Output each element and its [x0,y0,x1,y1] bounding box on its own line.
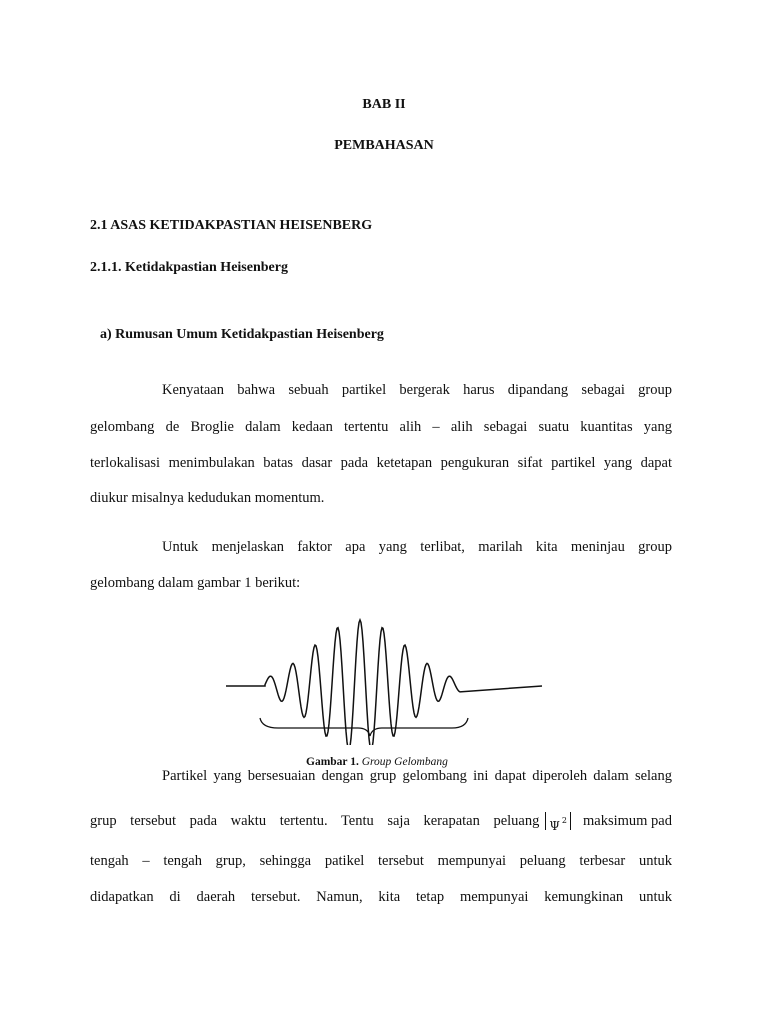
wave-packet-curve [226,620,542,745]
paragraph-2-line-1: Untuk menjelaskan faktor apa yang terlibat, marilah kita meninjau group [162,539,672,555]
paragraph-1-line-3: terlokalisasi menimbulakan batas dasar pada ketetapan pengukuran sifat partikel yang dapat [90,455,672,471]
paragraph-3-line-2-after: maksimum pad [582,812,672,829]
figure-caption [306,756,448,768]
paragraph-1-line-2: gelombang de Broglie dalam kedaan tertentu alih – alih sebagai suatu kuantitas yang [90,419,672,435]
figure-caption-text: Group Gelombang [361,756,448,768]
paragraph-3-line-1: Partikel yang bersesuaian dengan grup gelombang ini dapat diperoleh dalam selang [162,768,672,784]
group-brace [260,718,468,736]
paragraph-3-line-3: tengah – tengah grup, sehingga patikel tersebut mempunyai peluang terbesar untuk [90,853,672,869]
wave-group-figure [220,610,550,745]
paragraph-3-line-2-before: grup tersebut pada waktu tertentu. Tentu saja kerapatan peluang [90,812,540,829]
paragraph-3-line-2 [90,812,672,833]
paragraph-1-line-4: diukur misalnya kedudukan momentum. [90,490,325,506]
section-heading: 2.1 ASAS KETIDAKPASTIAN HEISENBERG [90,218,373,233]
paragraph-1-line-1: Kenyataan bahwa sebuah partikel bergerak harus dipandang sebagai group [162,382,672,398]
psi-squared-symbol: Ψ $^2$ [545,812,571,830]
chapter-title: PEMBAHASAN [334,138,434,153]
chapter-heading: BAB II [362,97,406,112]
subsubsection-heading: a) Rumusan Umum Ketidakpastian Heisenberg [100,327,384,342]
figure-caption-label: Gambar 1. [306,756,359,768]
subsection-heading: 2.1.1. Ketidakpastian Heisenberg [90,260,288,275]
paragraph-3-line-4: didapatkan di daerah tersebut. Namun, kita tetap mempunyai kemungkinan untuk [90,889,672,905]
paragraph-2-line-2: gelombang dalam gambar 1 berikut: [90,575,301,591]
